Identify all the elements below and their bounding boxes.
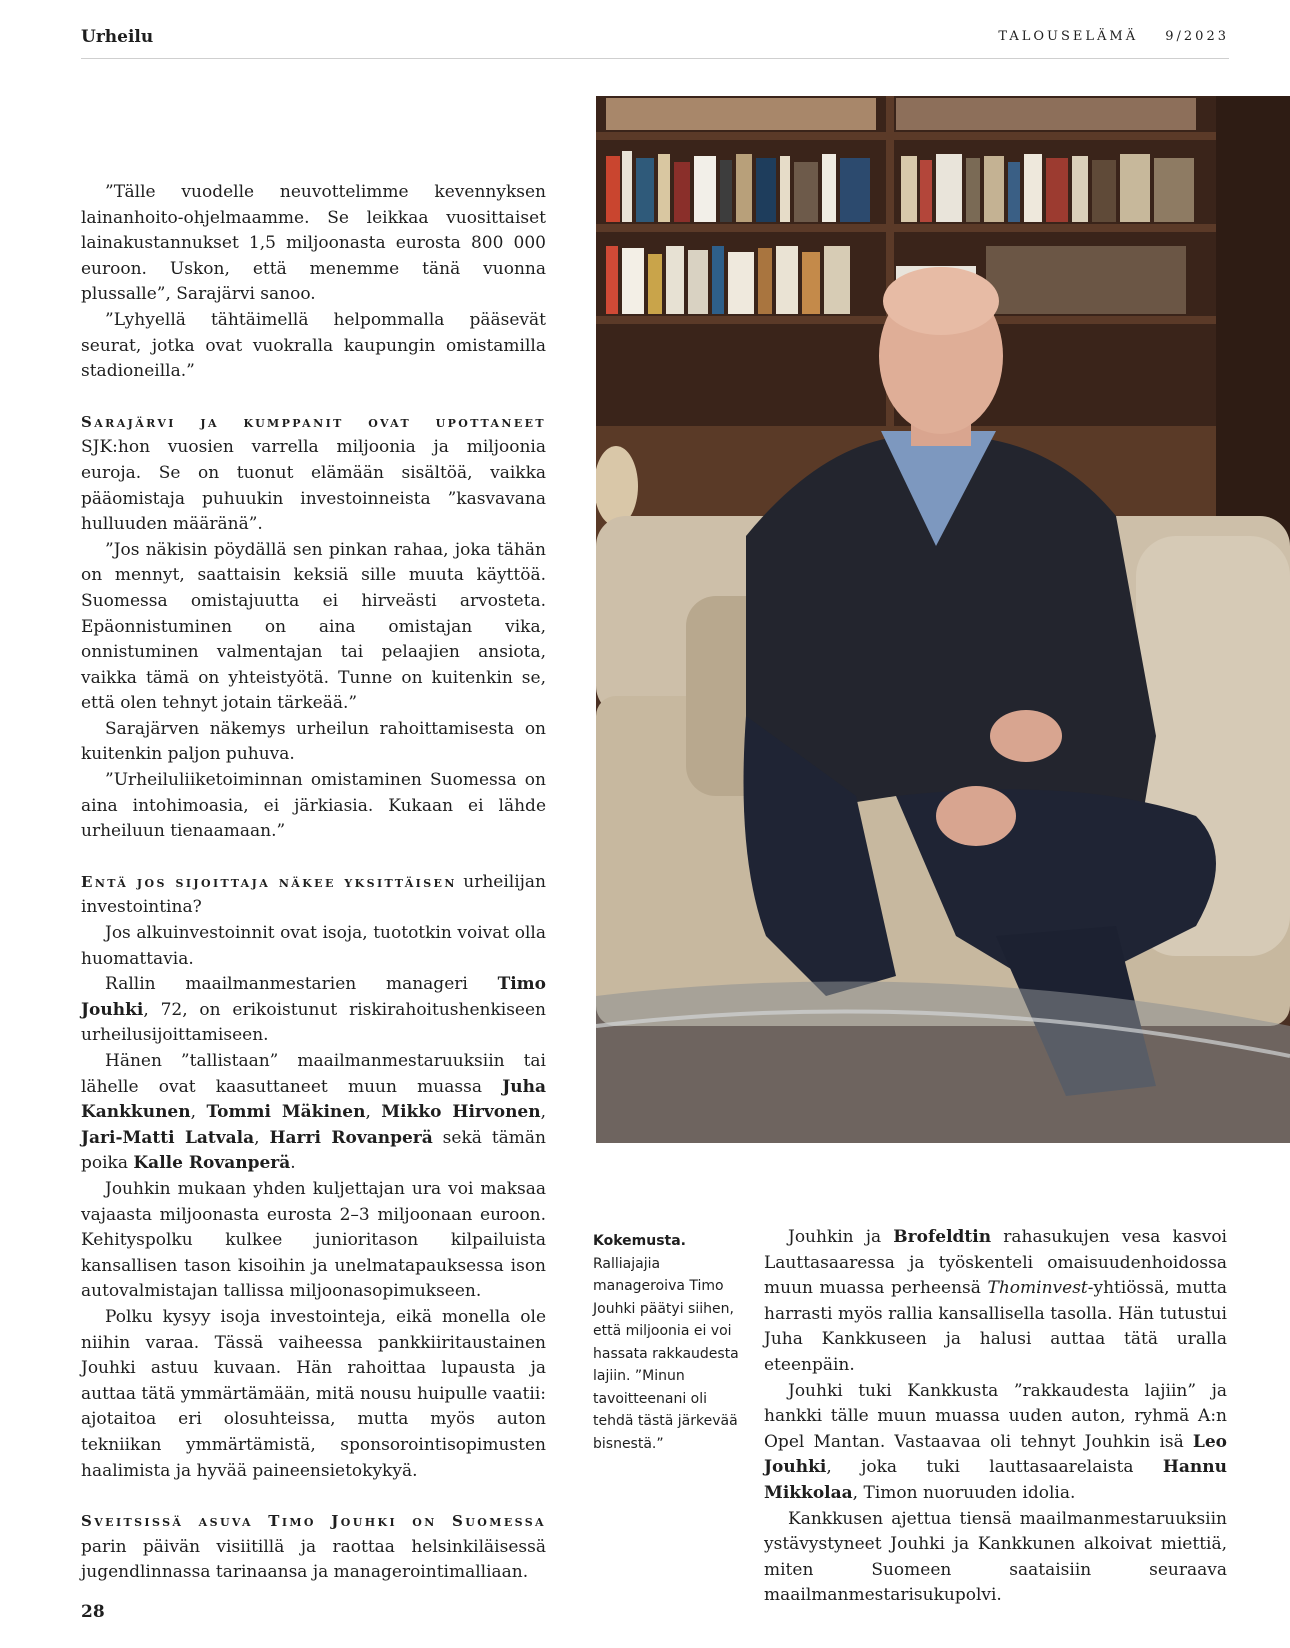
person-name: Harri Rovanperä: [269, 1127, 433, 1148]
section-lead: Sarajärvi ja kumppanit ovat upottaneet: [81, 412, 546, 431]
company-name: Thominvest: [987, 1278, 1088, 1299]
paragraph: ”Jos näkisin pöydällä sen pinkan rahaa, joka tähän on mennyt, saattaisin keksiä sille muuta käyttöä. Suomessa omistajuutta ei hirveästi arvosteta. Epäonnistuminen on aina omistajan vika, onnistuminen valmentajan tai pelaajien ansiota, vaikka tämä on yhteistyötä. Tunne on kuitenkin se, että olen tehnyt jotain tärkeää.”: [81, 539, 546, 714]
paragraph: ”Lyhyellä tähtäimellä helpommalla pääsevät seurat, jotka ovat vuokralla kaupungin omistamilla stadioneilla.”: [81, 309, 546, 382]
paragraph: ”Tälle vuodelle neuvottelimme kevennyksen lainanhoito-ohjelmaamme. Se leikkaa vuosittaiset lainakustannukset 1,5 miljoonasta eurosta 800 000 euroon. Uskon, että menemme tänä vuonna plussalle”, Sarajärvi sanoo.: [81, 182, 546, 305]
person-name: Leo Jouhki: [764, 1431, 1227, 1478]
publication-issue: [998, 29, 1229, 44]
person-name: Hannu Mikkolaa: [764, 1457, 1227, 1503]
paragraph: Kankkusen ajettua tiensä maailmanmestaruuksiin ystävystyneet Jouhki ja Kankkunen alkoivat miettiä, miten Suomeen saataisiin seuraava maailmanmestarisukupolvi.: [764, 1508, 1227, 1606]
paragraph: Sarajärven näkemys urheilun rahoittamisesta on kuitenkin paljon puhuva.: [81, 718, 546, 765]
page-number: 28: [81, 1602, 105, 1622]
issue-number: 9/2023: [1165, 29, 1229, 44]
left-text-column: [81, 180, 546, 1586]
section-lead: Entä jos sijoittaja näkee yksittäisen: [81, 872, 457, 891]
paragraph: Polku kysyy isoja investointeja, eikä monella ole niihin varaa. Tässä vaiheessa pankkiiritaustainen Jouhki astuu kuvaan. Hän rahoittaa lupausta ja auttaa tätä ymmärtämään, mitä nousu huipulle vaatii: ajotaitoa eri olosuhteissa, mutta myös auton tekniikan ymmärtämistä, sponsorointisopimusten haalimista ja hyvää paineensietokykyä.: [81, 1306, 546, 1481]
section-label: Urheilu: [81, 27, 154, 47]
paragraph: ”Urheiluliiketoiminnan omistaminen Suomessa on aina intohimoasia, ei järkiasia. Kukaan ei lähde urheiluun tienaamaan.”: [81, 770, 546, 842]
person-name: Mikko Hirvonen: [381, 1102, 541, 1123]
section-text: SJK:hon vuosien varrella miljoonia ja miljoonia euroja. Se on tuonut elämään sisältöä, vaikka pääomistaja puhuukin investoinneista ”kasvavana hulluuden määränä”.: [81, 437, 546, 535]
person-name: Timo Jouhki: [81, 974, 546, 1020]
section-paragraph: [81, 410, 546, 538]
publication-name: TALOUSELÄMÄ: [998, 29, 1139, 44]
right-text-column: [764, 1225, 1227, 1609]
paragraph: Jos alkuinvestoinnit ovat isoja, tuototkin voivat olla huomattavia.: [81, 923, 546, 969]
section-lead: Sveitsissä asuva Timo Jouhki on Suomessa: [81, 1512, 546, 1531]
paragraph: Jouhkin mukaan yhden kuljettajan ura voi maksaa vajaasta miljoonasta eurosta 2–3 miljoonaan euroon. Kehityspolku kulkee junioritason kilpailuista kansallisen tason kisoihin ja unelmatapauksessa ison autovalmistajan tallissa miljoonasopimukseen.: [81, 1178, 546, 1302]
person-name: Tommi Mäkinen: [206, 1102, 366, 1123]
section-text: urheilijan investointina?: [81, 871, 547, 918]
paragraph: Jouhkin ja Brofeldtin rahasukujen vesa kasvoi Lauttasaaressa ja työskenteli omaisuudenhoidossa muun muassa perheensä Thominvest-yhtiössä, mutta harrasti myös rallia kansallisella tasolla. Hän tutustui Juha Kankkuseen ja halusi auttaa tätä uralla eteenpäin.: [764, 1227, 1227, 1375]
portrait-photo: [596, 96, 1290, 1143]
section-paragraph: [81, 1509, 546, 1586]
header-rule: [81, 58, 1229, 59]
caption-heading: Kokemusta.: [593, 1233, 686, 1249]
paragraph: Jouhki tuki Kankkusta ”rakkaudesta lajiin” ja hankki tälle muun muassa uuden auton, ryhmä A:n Opel Mantan. Vastaavaa oli tehnyt Jouhkin isä Leo Jouhki, joka tuki lauttasaarelaista Hannu Mikkolaa, Timon nuoruuden idolia.: [764, 1380, 1227, 1503]
paragraph: Hänen ”tallistaan” maailmanmestaruuksiin tai lähelle ovat kaasuttaneet muun muassa Juha Kankkunen, Tommi Mäkinen, Mikko Hirvonen, Jari-Matti Latvala, Harri Rovanperä sekä tämän poika Kalle Rovanperä.: [81, 1051, 547, 1174]
paragraph: Rallin maailmanmestarien manageri Timo Jouhki, 72, on erikoistunut riskirahoitushenkiseen urheilusijoittamiseen.: [81, 974, 546, 1046]
photo-caption: [593, 1230, 743, 1455]
family-name: Brofeldtin: [893, 1227, 992, 1247]
section-text: parin päivän visiitillä ja raottaa helsinkiläisessä jugendlinnassa tarinaansa ja managerointimalliaan.: [81, 1536, 546, 1583]
section-paragraph: [81, 870, 546, 921]
caption-text: Ralliajajia manageroiva Timo Jouhki päätyi siihen, että miljoonia ei voi hassata rakkaudesta lajiin. ”Minun tavoitteenani oli tehdä tästä järkevää bisnestä.”: [593, 1255, 739, 1452]
person-name: Jari-Matti Latvala: [81, 1127, 255, 1148]
person-name: Juha Kankkunen: [81, 1076, 546, 1123]
person-name: Kalle Rovanperä: [133, 1153, 291, 1174]
